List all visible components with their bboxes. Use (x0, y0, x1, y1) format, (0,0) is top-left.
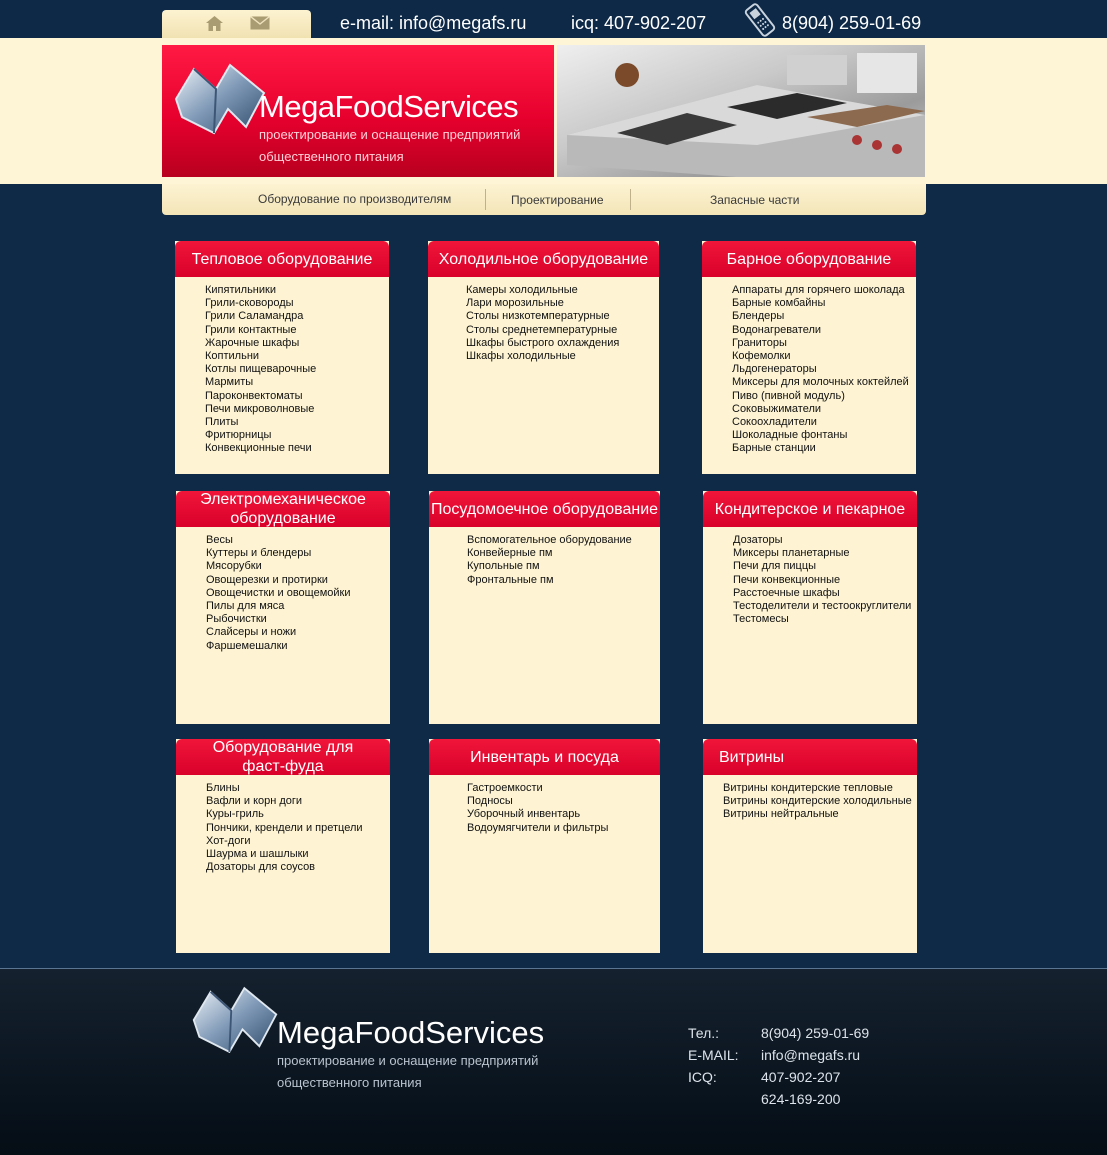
list-item[interactable]: Печи конвекционные (733, 573, 841, 586)
footer-tagline-1: проектирование и оснащение предприятий (277, 1053, 539, 1068)
category-title[interactable]: Инвентарь и посуда (429, 739, 660, 775)
category-title-line: фаст-фуда (242, 758, 324, 775)
category-card-fast-food (176, 739, 390, 953)
list-item[interactable]: Шоколадные фонтаны (732, 429, 848, 442)
list-item[interactable]: Пилы для мяса (206, 600, 285, 613)
list-item[interactable]: Пароконвектоматы (205, 389, 303, 402)
category-card-showcases (703, 739, 917, 953)
list-item[interactable]: Барные станции (732, 442, 816, 455)
category-card-electromechanical (176, 491, 390, 724)
list-item[interactable]: Уборочный инвентарь (467, 808, 581, 821)
list-item[interactable]: Пиво (пивной модуль) (732, 389, 845, 402)
list-item[interactable]: Фронтальные пм (467, 573, 554, 586)
category-title[interactable]: Барное оборудование (702, 241, 916, 277)
list-item[interactable]: Грили контактные (205, 323, 297, 336)
list-item[interactable]: Печи для пиццы (733, 560, 817, 573)
category-title[interactable]: Кондитерское и пекарное (703, 491, 917, 527)
logo-panel[interactable] (162, 45, 554, 177)
top-icq: icq: 407-902-207 (571, 13, 707, 33)
list-item[interactable]: Кипятильники (205, 284, 276, 296)
header-tagline-2: общественного питания (259, 149, 404, 164)
list-item[interactable]: Камеры холодильные (466, 284, 578, 296)
list-item[interactable]: Тестоделители и тестоокруглители (733, 600, 912, 613)
list-item[interactable]: Дозаторы (733, 534, 783, 546)
nav-divider (630, 189, 631, 210)
kitchen-equipment-photo (557, 45, 925, 177)
home-icon[interactable] (205, 15, 224, 37)
list-item[interactable]: Столы низкотемпературные (466, 310, 610, 323)
nav-manufacturers[interactable]: Оборудование по производителям (258, 192, 452, 206)
category-list (206, 534, 350, 653)
list-item[interactable]: Лари морозильные (466, 297, 564, 310)
list-item[interactable]: Шкафы быстрого охлаждения (466, 336, 620, 349)
list-item[interactable]: Столы среднетемпературные (466, 323, 618, 336)
list-item[interactable]: Подносы (467, 795, 513, 808)
list-item[interactable]: Водоумягчители и фильтры (467, 821, 609, 834)
list-item[interactable]: Рыбочистки (206, 613, 267, 626)
category-card-thermal (175, 241, 389, 474)
category-title-line: оборудование (230, 510, 336, 527)
list-item[interactable]: Гастроемкости (467, 782, 543, 794)
category-list (206, 782, 363, 874)
footer-icq-value-2: 624-169-200 (761, 1091, 841, 1107)
category-title[interactable] (176, 739, 390, 775)
list-item[interactable]: Хот-доги (206, 834, 251, 847)
list-item[interactable]: Котлы пищеварочные (205, 363, 317, 376)
list-item[interactable]: Витрины кондитерские тепловые (723, 782, 893, 794)
list-item[interactable]: Миксеры для молочных коктейлей (732, 376, 909, 389)
category-list (732, 284, 909, 456)
header-brand-name: MegaFoodServices (259, 89, 519, 124)
list-item[interactable]: Фаршемешалки (206, 639, 288, 652)
category-title[interactable] (176, 491, 390, 527)
list-item[interactable]: Фритюрницы (205, 429, 272, 442)
list-item[interactable]: Аппараты для горячего шоколада (732, 284, 905, 296)
category-title-line: Оборудование для (212, 739, 354, 756)
list-item[interactable]: Льдогенераторы (732, 363, 817, 376)
category-list (733, 534, 911, 626)
top-email[interactable]: e-mail: info@megafs.ru (340, 13, 527, 33)
list-item[interactable]: Мармиты (205, 376, 254, 389)
footer-email-value[interactable]: info@megafs.ru (761, 1047, 861, 1063)
category-card-bar (702, 241, 916, 474)
footer-phone-value: 8(904) 259-01-69 (761, 1025, 870, 1041)
nav-design[interactable]: Проектирование (511, 193, 604, 207)
list-item[interactable]: Мясорубки (206, 560, 262, 573)
list-item[interactable]: Водонагреватели (732, 323, 822, 336)
list-item[interactable]: Конвекционные печи (205, 442, 312, 455)
nav-divider (485, 189, 486, 210)
footer-icq-label: ICQ: (688, 1069, 717, 1085)
category-list (466, 284, 619, 363)
list-item[interactable]: Коптильни (205, 350, 260, 363)
footer-brand-name: MegaFoodServices (277, 1015, 545, 1050)
header-tagline-1: проектирование и оснащение предприятий (259, 127, 521, 142)
list-item[interactable]: Шкафы холодильные (466, 350, 576, 363)
list-item[interactable]: Шаурма и шашлыки (206, 848, 309, 861)
list-item[interactable]: Весы (206, 534, 233, 546)
list-item[interactable]: Куры-гриль (206, 808, 264, 821)
category-title[interactable]: Тепловое оборудование (175, 241, 389, 277)
footer-email-label: E-MAIL: (688, 1047, 739, 1063)
list-item[interactable]: Печи микроволновые (205, 402, 315, 415)
list-item[interactable]: Грили-сковороды (205, 297, 294, 310)
list-item[interactable]: Конвейерные пм (467, 547, 553, 560)
list-item[interactable]: Барные комбайны (732, 297, 826, 310)
nav-spare-parts[interactable]: Запасные части (710, 193, 800, 207)
category-list (723, 782, 912, 822)
list-item[interactable]: Овощечистки и овощемойки (206, 586, 351, 599)
footer-logo-mark-icon (190, 982, 280, 1063)
footer-tagline-2: общественного питания (277, 1075, 422, 1090)
list-item[interactable]: Грили Саламандра (205, 310, 304, 323)
logo-mark-icon (172, 59, 268, 144)
category-list (205, 284, 316, 456)
category-title[interactable]: Посудомоечное оборудование (429, 491, 660, 527)
category-list (467, 534, 632, 587)
list-item[interactable]: Дозаторы для соусов (206, 861, 316, 874)
list-item[interactable]: Миксеры планетарные (733, 547, 850, 560)
category-card-inventory (429, 739, 660, 953)
list-item[interactable]: Тестомесы (733, 613, 789, 626)
category-title[interactable]: Витрины (703, 739, 917, 775)
list-item[interactable]: Соковыжиматели (732, 402, 822, 415)
footer-icq-value: 407-902-207 (761, 1069, 841, 1085)
list-item[interactable]: Витрины нейтральные (723, 808, 839, 821)
list-item[interactable]: Купольные пм (467, 560, 540, 573)
mobile-phone-icon (741, 2, 779, 43)
top-phone: 8(904) 259-01-69 (782, 13, 922, 33)
list-item[interactable]: Плиты (205, 416, 239, 429)
list-item[interactable]: Вспомогательное оборудование (467, 534, 632, 546)
list-item[interactable]: Вафли и корн доги (206, 795, 303, 808)
list-item[interactable]: Овощерезки и протирки (206, 573, 328, 586)
category-title[interactable]: Холодильное оборудование (428, 241, 659, 277)
list-item[interactable]: Кофемолки (732, 350, 791, 363)
list-item[interactable]: Сокоохладители (732, 416, 817, 429)
list-item[interactable]: Куттеры и блендеры (206, 547, 312, 560)
list-item[interactable]: Слайсеры и ножи (206, 626, 297, 639)
mail-icon[interactable] (250, 16, 270, 35)
category-list (467, 782, 608, 835)
list-item[interactable]: Витрины кондитерские холодильные (723, 795, 912, 808)
list-item[interactable]: Граниторы (732, 336, 787, 349)
list-item[interactable]: Пончики, крендели и претцели (206, 821, 363, 834)
list-item[interactable]: Блины (206, 782, 240, 794)
list-item[interactable]: Жарочные шкафы (205, 336, 300, 349)
list-item[interactable]: Расстоечные шкафы (733, 586, 840, 599)
category-card-dishwashing (429, 491, 660, 724)
footer (0, 969, 1107, 1155)
list-item[interactable]: Блендеры (732, 310, 785, 323)
category-card-refrigeration (428, 241, 659, 474)
footer-phone-label: Тел.: (688, 1025, 720, 1041)
category-card-confectionery (703, 491, 917, 724)
quick-icons-tab (162, 10, 311, 38)
category-title-line: Электромеханическое (200, 491, 366, 508)
